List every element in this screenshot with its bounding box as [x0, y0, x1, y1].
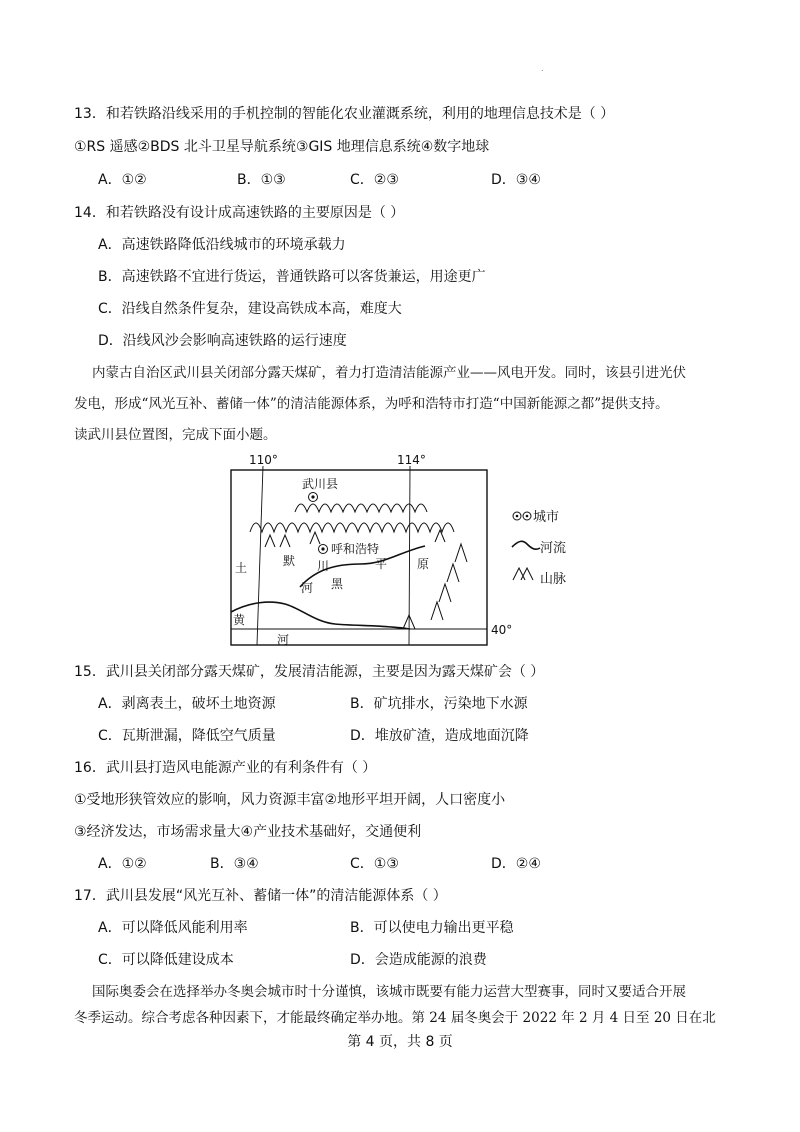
q17-stem: 17．武川县发展“风光互补、蓄储一体”的清洁能源体系（ ）	[74, 888, 447, 904]
q16-stem: 16．武川县打造风电能源产业的有利条件有（ ）	[74, 760, 377, 776]
passage2-line-1: 国际奥委会在选择举办冬奥会城市时十分谨慎，该城市既要有能力运营大型赛事，同时又要适合开展	[92, 984, 686, 1000]
legend-river-label: 河流	[540, 541, 567, 556]
yellow-river-char-2: 河	[277, 633, 290, 647]
q16-option-c: C．①③	[350, 856, 399, 872]
q14-option-b: B．高速铁路不宜进行货运，普通铁路可以客货兼运，用途更广	[98, 269, 486, 285]
q16-items-1: ①受地形狭管效应的影响，风力资源丰富②地形平坦开阔，人口密度小	[74, 792, 506, 808]
page-footer: 第 4 页，共 8 页	[347, 1034, 453, 1050]
city-wuchuan-label: 武川县	[302, 477, 339, 491]
legend-mountain-label: 山脉	[540, 572, 567, 587]
q16-items-2: ③经济发达，市场需求量大④产业技术基础好，交通便利	[74, 824, 422, 840]
q16-option-a: A．①②	[98, 856, 147, 872]
q14-stem: 14．和若铁路没有设计成高速铁路的主要原因是（ ）	[74, 205, 405, 221]
q15-option-a: A．剥离表土，破坏土地资源	[98, 696, 276, 712]
q17-option-d: D．会造成能源的浪费	[350, 952, 487, 968]
river-heihe-char-1: 河	[301, 581, 314, 595]
q15-option-d: D．堆放矿渣，造成地面沉降	[350, 728, 529, 744]
region-char-2: 默	[283, 554, 296, 568]
q13-stem: 13．和若铁路沿线采用的手机控制的智能化农业灌溉系统，利用的地理信息技术是（ ）	[74, 106, 615, 122]
passage1-line-2: 发电，形成“风光互补、蓄储一体”的清洁能源体系，为呼和浩特市打造“中国新能源之都”提供支持。	[74, 396, 669, 412]
q14-option-d: D．沿线风沙会影响高速铁路的运行速度	[98, 333, 347, 349]
q16-option-b: B．③④	[210, 856, 259, 872]
q17-option-b: B．可以使电力输出更平稳	[350, 920, 514, 936]
region-char-5: 原	[417, 557, 430, 571]
q15-option-c: C．瓦斯泄漏，降低空气质量	[98, 728, 276, 744]
q15-stem: 15．武川县关闭部分露天煤矿，发展清洁能源，主要是因为露天煤矿会（ ）	[74, 664, 545, 680]
passage1-line-1: 内蒙古自治区武川县关闭部分露天煤矿，着力打造清洁能源产业——风电开发。同时，该县引进光伏	[92, 365, 686, 381]
lon-110-label: 110°	[249, 453, 278, 467]
lon-114-label: 114°	[397, 453, 426, 467]
q13-option-b: B．①③	[237, 172, 286, 188]
q14-option-c: C．沿线自然条件复杂，建设高铁成本高，难度大	[98, 301, 402, 317]
q17-option-c: C．可以降低建设成本	[98, 952, 234, 968]
lat-40-label: 40°	[491, 623, 513, 637]
legend-river-icon	[512, 541, 540, 549]
region-char-1: 土	[235, 561, 248, 575]
q13-option-a: A．①②	[98, 172, 147, 188]
corner-dot: .	[541, 64, 544, 73]
legend-city-label: 城市	[533, 510, 560, 525]
legend-mountain-icon	[513, 568, 533, 580]
river-heihe-char-2: 黑	[331, 577, 344, 591]
city-hohhot-label: 呼和浩特	[331, 542, 380, 556]
passage1-line-3: 读武川县位置图，完成下面小题。	[74, 427, 277, 443]
passage2-line-2: 冬季运动。综合考虑各种因素下，才能最终确定举办地。第 24 届冬奥会于 2022 年 2 月 4 日至 20 日在北	[74, 1010, 716, 1026]
q15-option-b: B．矿坑排水，污染地下水源	[350, 696, 528, 712]
q17-option-a: A．可以降低风能利用率	[98, 920, 248, 936]
yellow-river-char-1: 黄	[233, 613, 246, 627]
region-char-3: 川	[317, 559, 330, 573]
region-char-4: 平	[375, 557, 388, 571]
city-wuchuan-marker	[309, 493, 318, 502]
q16-option-d: D．②④	[491, 856, 541, 872]
q14-option-a: A．高速铁路降低沿线城市的环境承载力	[98, 237, 346, 253]
q13-option-c: C．②③	[350, 172, 399, 188]
q13-option-d: D．③④	[491, 172, 541, 188]
legend-city-icon	[513, 512, 531, 520]
q13-items: ①RS 遥感②BDS 北斗卫星导航系统③GIS 地理信息系统④数字地球	[74, 139, 490, 155]
wuchuan-location-map	[225, 452, 545, 652]
city-hohhot-marker	[319, 545, 328, 554]
